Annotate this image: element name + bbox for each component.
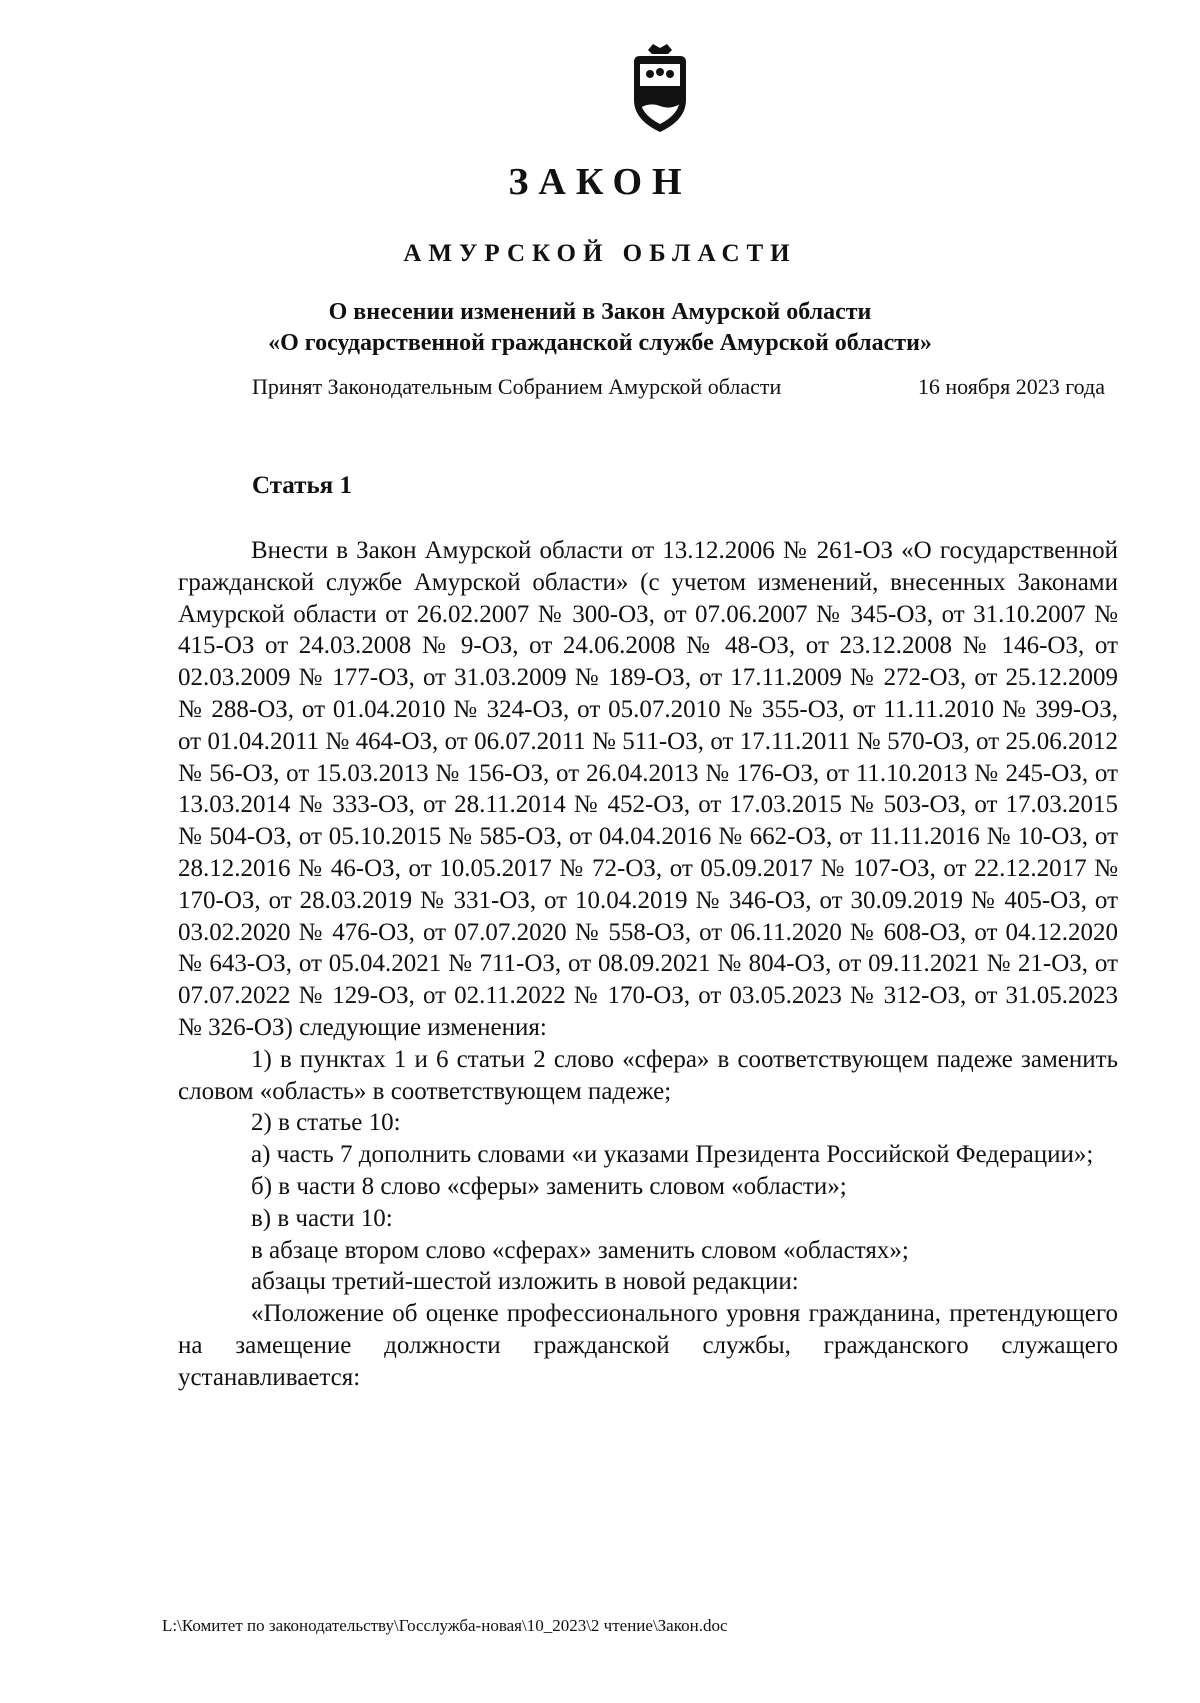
adoption-line: [252, 374, 1105, 400]
article-paragraph: в) в части 10:: [251, 1204, 393, 1232]
article-paragraph: а) часть 7 дополнить словами «и указами Президента Российской Федерации»;: [251, 1141, 1094, 1169]
article-paragraph: 1) в пунктах 1 и 6 статьи 2 слово «сфера» в соответствующем падеже заменить словом «область» в соответствующем падеже;: [178, 1045, 1118, 1105]
article-paragraph: б) в части 8 слово «сферы» заменить словом «области»;: [251, 1172, 847, 1200]
file-path-footer: L:\Комитет по законодательству\Госслужба-новая\10_2023\2 чтение\Закон.doc: [162, 1616, 728, 1635]
article-paragraph: 2) в статье 10:: [251, 1109, 401, 1137]
article-paragraph: абзацы третий-шестой изложить в новой редакции:: [251, 1268, 799, 1296]
article-title: Статья 1: [252, 472, 352, 499]
law-heading-line-1: О внесении изменений в Закон Амурской области: [328, 299, 872, 325]
law-heading: [0, 297, 1200, 359]
coat-of-arms-icon: [620, 40, 700, 140]
document-title: ЗАКОН: [508, 161, 692, 203]
article-paragraph: «Положение об оценке профессионального уровня гражданина, претендующего на замещение должности гражданской службы, гражданского служащего устанавливается:: [178, 1300, 1118, 1391]
article-paragraph: в абзаце втором слово «сферах» заменить словом «областях»;: [251, 1236, 909, 1264]
article-paragraph: Внести в Закон Амурской области от 13.12.2006 № 261-ОЗ «О государственной гражданской службе Амурской области» (с учетом изменений, внесенных Законами Амурской области от 26.02.2007 № 300-ОЗ, от 07.06.2007 № 345-ОЗ, от 31.10.2007 № 415-ОЗ от 24.03.2008 № 9-ОЗ, от 24.06.2008 № 48-ОЗ, от 23.12.2008 № 146-ОЗ, от 02.03.2009 № 177-ОЗ, от 31.03.2009 № 189-ОЗ, от 17.11.2009 № 272-ОЗ, от 25.12.2009 № 288-ОЗ, от 01.04.2010 № 324-ОЗ, от 05.07.2010 № 355-ОЗ, от 11.11.2010 № 399-ОЗ, от 01.04.2011 № 464-ОЗ, от 06.07.2011 № 511-ОЗ, от 17.11.2011 № 570-ОЗ, от 25.06.2012 № 56-ОЗ, от 15.03.2013 № 156-ОЗ, от 26.04.2013 № 176-ОЗ, от 11.10.2013 № 245-ОЗ, от 13.03.2014 № 333-ОЗ, от 28.11.2014 № 452-ОЗ, от 17.03.2015 № 503-ОЗ, от 17.03.2015 № 504-ОЗ, от 05.10.2015 № 585-ОЗ, от 04.04.2016 № 662-ОЗ, от 11.11.2016 № 10-ОЗ, от 28.12.2016 № 46-ОЗ, от 10.05.2017 № 72-ОЗ, от 05.09.2017 № 107-ОЗ, от 22.12.2017 № 170-ОЗ, от 28.03.2019 № 331-ОЗ, от 10.04.2019 № 346-ОЗ, от 30.09.2019 № 405-ОЗ, от 03.02.2020 № 476-ОЗ, от 07.07.2020 № 558-ОЗ, от 06.11.2020 № 608-ОЗ, от 04.12.2020 № 643-ОЗ, от 05.04.2021 № 711-ОЗ, от 08.09.2021 № 804-ОЗ, от 09.11.2021 № 21-ОЗ, от 07.07.2022 № 129-ОЗ, от 02.11.2022 № 170-ОЗ, от 03.05.2023 № 312-ОЗ, от 31.05.2023 № 326-ОЗ) следующие изменения:: [178, 537, 1118, 1041]
law-heading-line-2: «О государственной гражданской службе Амурской области»: [268, 330, 932, 356]
adopted-date: 16 ноября 2023 года: [917, 374, 1105, 399]
region-title: АМУРСКОЙ ОБЛАСТИ: [403, 240, 797, 267]
article-body: [178, 535, 1118, 1394]
adopted-by: Принят Законодательным Собранием Амурской области: [252, 374, 782, 399]
